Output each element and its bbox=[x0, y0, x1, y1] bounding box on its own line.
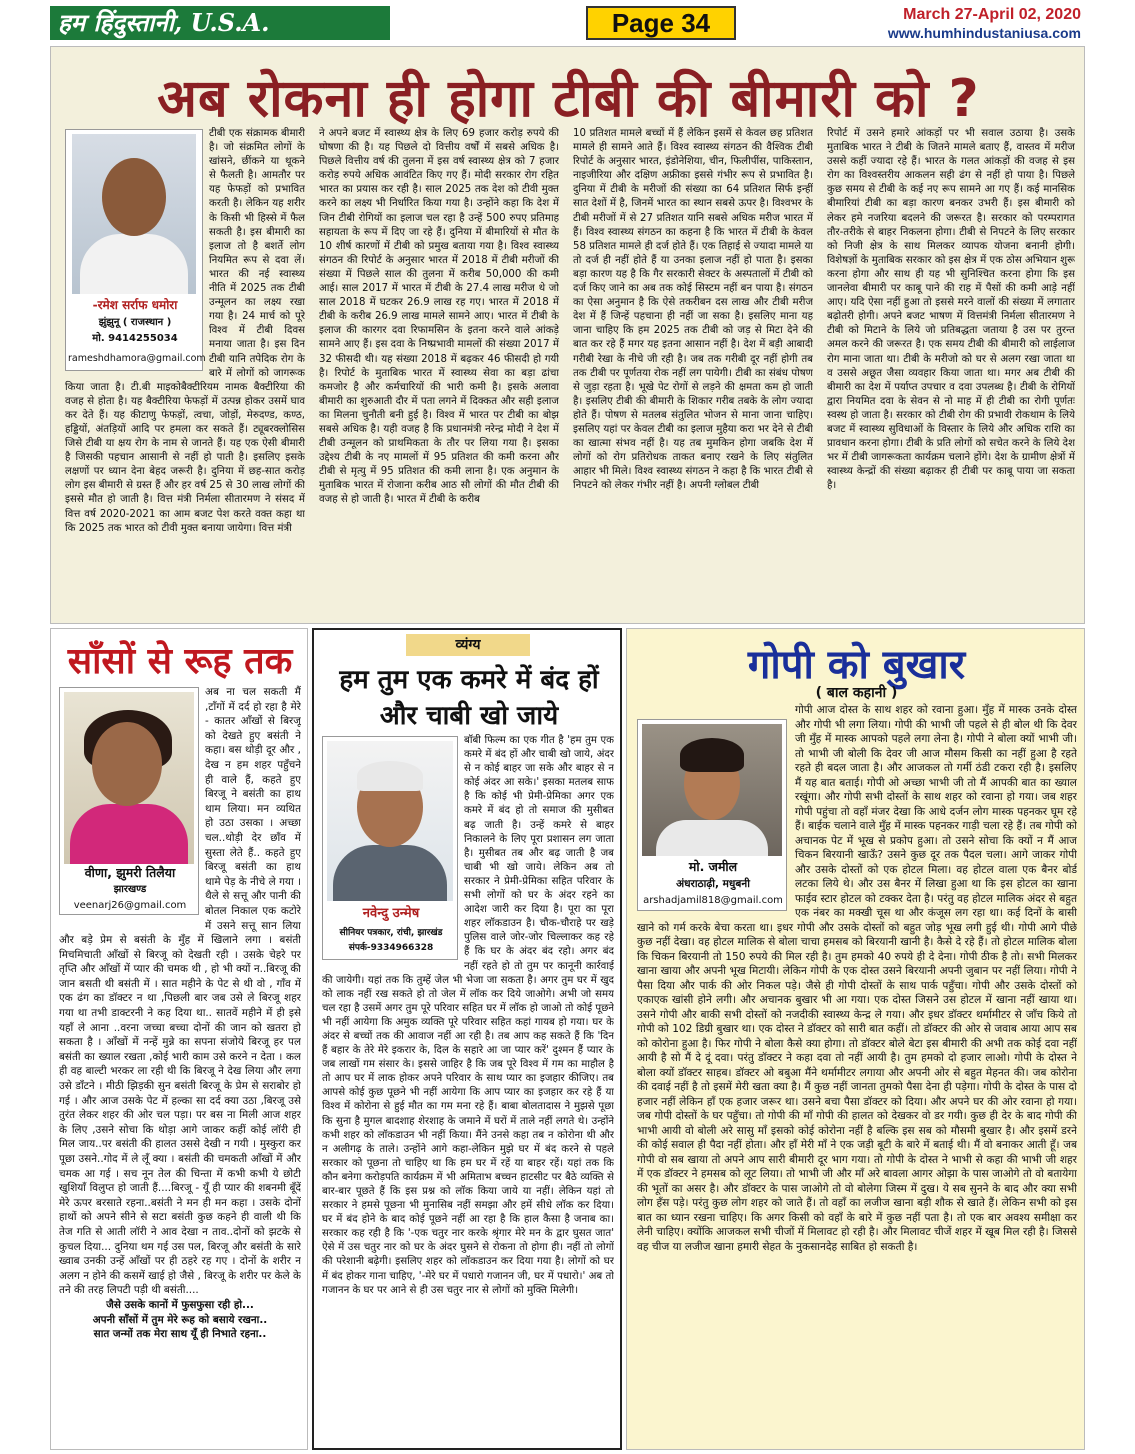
main-headline: अब रोकना ही होगा टीबी की बीमारी को ? bbox=[157, 69, 980, 129]
author-name: नवेन्दु उन्मेष bbox=[362, 906, 420, 921]
photo-cloth-shape bbox=[70, 804, 188, 864]
author-photo bbox=[642, 724, 782, 856]
page-number-label: Page 34 bbox=[586, 6, 736, 40]
photo-shirt-shape bbox=[656, 820, 768, 856]
photo-shirt-shape bbox=[333, 845, 447, 901]
photo-hair-shape bbox=[680, 738, 744, 772]
article-paragraph: ने अपने बजट में स्वास्थ्य क्षेत्र के लिए 69 हजार करोड़ रुपये की घोषणा की है। यह पिछले दो वित्तीय वर्षों में सबसे अधिक है। पिछले वित्तीय वर्ष की तुलना में इस वर्ष स्वास्थ्य क्षेत्र को 7 हजार करोड़ रुपये अधिक आवंटित किए गए हैं। मोदी सरकार रोग रहित भारत का प्रयास कर रही है। साल 2025 तक देश को टीवी मुक्त करने का लक्ष्य भी निर्धारित किया गया है। उन्होंने कहा कि देश में जिन टीबी रोगियों का इलाज चल रहा है उन्हें 500 रुपए प्रतिमाह सहायता के रूप में दिए जा रहे हैं। दुनिया में बीमारियों से मौत के 10 शीर्ष कारणों में टीबी को प्रमुख बताया गया है। विश्व स्वास्थ्य संगठन की रिपोर्ट के अनुसार भारत में 2018 में टीबी मरीजों की संख्या में पिछले साल की तुलना में करीब 50,000 की कमी आई। साल 2017 में भारत में टीबी के 27.4 लाख मरीज थे जो साल 2018 में घटकर 26.9 लाख रह गए। भारत में 2018 में टीबी के करीब 26.9 लाख मामले सामने आए। भारत में टीबी के इलाज की कारगर दवा रिफामसिन के इतना करने वाले आंकड़े सामने आए हैं। इस दवा के निष्प्रभावी मामलों की संख्या 2017 में 32 फीसदी थी। यह संख्या 2018 में बढ़कर 46 फीसदी हो गयी है। रिपोर्ट के मुताबिक भारत में स्वास्थ्य सेवा का बड़ा ढांचा कमजोर है और कर्मचारियों की भारी कमी है। इसके अलावा बीमारी का शुरुआती दौर में पता लगने में दिक्कत और सही इलाज का मिलना चुनौती बनी हुई है। विश्व में भारत पर टीबी का बोझ सबसे अधिक है। यही वजह है कि प्रधानमंत्री नरेन्द्र मोदी ने देश में टीबी उन्मूलन को प्राथमिकता के तौर पर लिया गया है। इसका उद्देश्य टीबी के नए मामलों में 95 प्रतिशत की कमी करना और टीबी से मृत्यु में 95 प्रतिशत की कमी लाना है। एक अनुमान के मुताबिक भारत में रोजाना करीब आठ सौ लोगों की मौत टीबी की वजह से हो जाती है। भारत में टीबी के करीब bbox=[319, 128, 559, 506]
story-subtitle: ( बाल कहानी ) bbox=[815, 685, 898, 701]
author-email[interactable]: rameshdhamora@gmail.com bbox=[68, 353, 206, 364]
author-name: -रमेश सर्राफ धमोरा bbox=[92, 298, 178, 312]
author-card bbox=[65, 129, 206, 371]
author-place: अंधराठाढ़ी, मधुबनी bbox=[676, 878, 750, 890]
author-location: झुंझुनू ( राजस्थान ) bbox=[98, 317, 172, 328]
newspaper-masthead: हम हिंदुस्तानी, U.S.A. bbox=[50, 6, 390, 40]
author-card bbox=[322, 736, 458, 960]
poem-paragraph: अब ना चल सकती मैं ,टाँगों में दर्द हो रहा है मेरे - कातर आँखों से बिरजू को देखते हुए बसंती ने कहा। बस थोड़ी दूर और , देख न हम शहर पहुँचने ही वाले हैं, कहते हुए बिरजू ने बसंती का हाथ थाम लिया। मन व्यथित हो उठा उसका । अच्छा चल..थोड़ी देर छाँव में सुस्ता लेते हैं.. कहते हुए बिरजू बसंती का हाथ थामे पेड़ के नीचे ले गया । थैले से सत्तू और पानी की बोतल निकाल एक कटोरे में उसने सत्तू सान लिया और बड़े प्रेम से बसंती के मुँह में खिलाने लगा । बसंती मिचमिचाती आँखों से बिरजू को देखती रही । उसके चेहरे पर तृप्ति और आँखों में प्यार की चमक थी , हो भी क्यों न..बिरजू की जान बसती थी बसंती में । सात महीने के पेट से थी वो , गाँव में एक ढंग का डॉक्टर न था ,पिछली बार जब उसे ले बिरजू शहर गया था तभी डाक्टरनी ने कह दिया था.. सातवें महीने में ही इसे यहाँ ले आना ..वरना जच्चा बच्चा दोनों की जान को खतरा हो सकता है । आँखों में नन्हें मुन्ने का सपना संजोये बिरजू हर पल बसंती का ख्याल रखता ,कोई भारी काम उसे करने न देता । कल ही वह बाल्टी भरकर ला रही थी कि बिरजू ने देख लिया और लगा उसे डाँटने । मीठी झिड़की सुन बसंती बिरजू के प्रेम से सराबोर हो गई । और आज उसके पेट में हल्का सा दर्द क्या उठा ,बिरजू उसे तुरंत लेकर शहर की ओर चल पड़ा। पर बस ना मिली आज शहर के लिए ,उसने सोचा कि थोड़ा आगे जाकर कहीं कोई लॉरी ही मिल जाय..पर बसंती की हालत उससे देखी न गयी । मुस्कुरा कर पूछा उसने..गोद में ले लूँ क्या । बसंती की चमकती आँखों में और चमक आ गई । सच नून तेल की चिन्ता में कभी कभी ये छोटी खुशियाँ विलुप्त हो जाती हैं....बिरजू - यूँ ही प्यार की शबनमी बूँदें मेरे ऊपर बरसाते रहना..बसंती ने मन ही मन कहा । उसके दोनों हाथों को अपने सीने से सटा बसंती कुछ कहने ही वाली थी कि तेज गति से आती लॉरी ने आव देखा न ताव..दोनों को झटके से कुचल दिया... दुनिया थम गई उस पल, बिरजू और बसंती के सारे ख्वाब उनकी उन्हें आँखों पर ही ठहरे रह गए । दोनों के शरीर न अलग न होने की कसमें खाई हो जैसे , बिरजू के शरीर पर केले के तने की तरह लिपटी पड़ी थी बसंती.... bbox=[59, 686, 301, 1297]
closing-line-1: जैसे उसके कानों में फुसफुसा रही हो... bbox=[106, 1298, 254, 1311]
article-column-2 bbox=[319, 127, 559, 619]
photo-hair-shape bbox=[357, 761, 423, 791]
author-email[interactable]: veenarj26@gmail.com bbox=[73, 900, 187, 911]
article-columns bbox=[65, 127, 1075, 619]
closing-line-2: अपनी साँसों में तुम मेरे रूह को बसाये रखना.. bbox=[92, 1313, 268, 1326]
main-article bbox=[50, 46, 1085, 624]
closing-line-3: सात जन्मों तक मेरा साथ यूँ ही निभाते रहना.. bbox=[93, 1328, 267, 1341]
article-paragraph: रिपोर्ट में उसने हमारे आंकड़ों पर भी सवाल उठाया है। उसके मुताबिक भारत ने टीबी के जितने मामले बताए हैं, वास्तव में मरीज उससे कहीं ज्यादा रहे हैं। भारत के गलत आंकड़ों की वजह से इस रोग का विश्वस्तरीय आकलन सही ढंग से नहीं हो पाया है। पिछले कुछ समय से टीबी के कई नए रूप सामने आ गए हैं। कई मानसिक बीमारियां टीबी का बड़ा कारण बनकर उभरी हैं। इस बीमारी को लेकर हमे नजरिया बदलने की जरूरत है। सरकार को परम्परागत तौर-तरीके से बाहर निकलना होगा। टीबी से निपटने के लिए सरकार को निजी क्षेत्र के साथ मिलकर व्यापक योजना बनानी होगी। विशेषज्ञों के मुताबिक सरकार को इस क्षेत्र में एक ठोस अभियान शुरू करना होगा और साथ ही यह भी सुनिश्चित करना होगा कि इस जानलेवा बीमारी पर काबू पाने की राह में पैसों की कमी आड़े नहीं आए। यदि ऐसा नहीं हुआ तो इससे मरने वालों की संख्या में लगातार बढ़ोतरी होगी। अपने बजट भाषण में वित्तमंत्री निर्मला सीतारमण ने टीबी को मिटाने के लिये जो प्रतिबद्धता जताया है उस पर तुरन्त अमल करने की जरूरत है। एक समय टीबी की बीमारी को लाईलाज रोग माना जाता था। टीबी के मरीजो को घर से अलग रखा जाता था व उससे अछूत जैसा व्यवहार किया जाता था। मगर अब टीबी की बीमारी का देश में पर्याप्त उपचार व दवा उपलब्ध है। टीबी के रोगियों द्वारा नियमित दवा के सेवन से नो माह में ही टीबी का रोगी पूर्णतः स्वस्थ हो जाता है। सरकार को टीबी रोग की प्रभावी रोकथाम के लिये बजट में स्वास्थ्य सुविधाओं के विस्तार के लिये और अधिक राशि का प्रावधान करना होगा। टीबी के प्रति लोगों को सचेत करने के लिये देश भर में टीबी जागरूकता कार्यक्रम चलाने होंगे। देश के ग्रामीण क्षेत्रों में स्वास्थ्य केन्द्रों की संख्या बढ़ाकर ही टीबी पर काबू पाया जा सकता है। bbox=[827, 128, 1075, 492]
author-contact: संपर्क-9334966328 bbox=[348, 943, 434, 953]
poem-article bbox=[50, 628, 308, 1450]
poem-body bbox=[59, 685, 301, 1445]
story-article bbox=[626, 628, 1085, 1450]
photo-shirt-shape bbox=[80, 234, 188, 294]
author-photo bbox=[64, 692, 194, 864]
author-state: झारखण्ड bbox=[113, 884, 147, 895]
satire-title: हम तुम एक कमरे में बंद हों और चाबी खो जाये bbox=[339, 665, 599, 731]
author-name: मो. जमील bbox=[688, 859, 738, 874]
issue-date: March 27-April 02, 2020 bbox=[903, 6, 1081, 23]
article-paragraph: 10 प्रतिशत मामले बच्चों में हैं लेकिन इसमें से केवल छह प्रतिशत मामले ही सामने आते हैं। विश्व स्वास्थ्य संगठन की वैश्विक टीबी रिपोर्ट के अनुसार भारत, इंडोनेशिया, चीन, फिलीपींस, पाकिस्तान, नाइजीरिया और दक्षिण अफ्रीका इससे गंभीर रूप से प्रभावित है। दुनिया में टीबी के मरीजों की संख्या का 64 प्रतिशत सिर्फ इन्हीं सात देशों में है, जिनमें भारत का स्थान सबसे ऊपर है। विश्वभर के टीबी मरीजों में से 27 प्रतिशत यानि सबसे अधिक मरीज भारत में हैं। विश्व स्वास्थ्य संगठन का कहना है कि भारत में टीबी के केवल 58 प्रतिशत मामले ही दर्ज होते हैं। एक तिहाई से ज्यादा मामले या तो दर्ज ही नहीं होते हैं या उनका इलाज नहीं हो पाता है। इसका बड़ा कारण यह है कि गैर सरकारी सेक्टर के अस्पतालों में टीबी को दर्ज किए जाने का अब तक कोई सिस्टम नहीं बन पाया है। संगठन का ऐसा अनुमान है कि ऐसे तकरीबन दस लाख और टीबी मरीज देश में हैं जिन्हें पहचाना ही नहीं जा सका है। इसलिए माना यह जाना चाहिए कि हम 2025 तक टीबी को जड़ से मिटा देने की बात कर रहे हैं मगर यह इतना आसान नहीं है। देश में बड़ी आबादी गरीबी रेखा के नीचे जी रही है। जब तक गरीबी दूर नहीं होगी तब तक टीबी पर पूर्णतया रोक नहीं लग पायेगी। टीबी का संबंध पोषण से जुड़ा रहता है। भूखे पेट रोगों से लड़ने की क्षमता कम हो जाती है। इसलिए टीबी की बीमारी के शिकार गरीब तबके के लोग ज्यादा होते हैं। पोषण से मतलब संतुलित भोजन से माना जाना चाहिए। इसलिए यहां पर केवल टीबी का इलाज मुहैया करा भर देने से टीबी का खात्मा संभव नहीं है। यह तब मुमकिन होगा जबकि देश में लोगों को रोग प्रतिरोधक ताकत बनाए रखने के लिए संतुलित आहार भी मिले। विश्व स्वास्थ्य संगठन ने कहा है कि भारत टीबी से निपटने को लेकर गंभीर नहीं है। अपनी ग्लोबल टीबी bbox=[573, 128, 813, 492]
article-column-3 bbox=[573, 127, 813, 619]
article-column-1 bbox=[65, 127, 305, 619]
author-phone: मो. 9414255034 bbox=[92, 333, 178, 344]
page-header bbox=[50, 4, 1085, 44]
story-body bbox=[637, 703, 1077, 1445]
author-photo bbox=[72, 134, 196, 294]
article-column-4 bbox=[827, 127, 1075, 619]
story-paragraph: गोपी आज दोस्त के साथ शहर को रवाना हुआ। मुँह में मास्क उनके दोस्त और गोपी भी लगा लिया। गोपी की भाभी जी पहले से ही बोल थी कि देवर जी मुँह में मास्क आपको पहले लगा लेना है। गोपी ने बोला क्यों भाभी जी। तो भाभी जी बोली कि देवर जी आज मौसम किसी का नहीं हुआ है रहते रहते ही बदल जाता है। और आजकल तो गर्मी ठंडी टकरा रही है। इसलिए मैं यह बात बताई। गोपी ओ अच्छा भाभी जी तो मैं आपकी बात का ख्याल रखूंगा। और गोपी सभी दोस्तों के साथ शहर को रवाना हो गया। जब शहर गोपी पहुंचा तो वहाँ मंजर देखा कि आधे दर्जन लोग मास्क पहनकर घूम रहे हैं। बाईक चलाने वाले मुँह में मास्क पहनकर गाड़ी चला रहे हैं। तब गोपी को अचानक पेट में भूख से प्रकोप हुआ। तो उसने सोचा कि क्यों न मैं आज चिकन बिरयानी खाऊँ? उसने कुछ दूर तक पैदल चला। आगे जाकर गोपी और उसके दोस्तों को एक होटल मिला। वह होटल वाला एक बैनर बोर्ड लटका लिये थे। और उस बैनर में लिखा हुआ था कि इस होटल का खाना फाईव स्टार होटल को टक्कर देता है। परंतु वह होटल मालिक अंदर से बहुत एक नंबर का मक्खी चूस था और कंजूस लग रहा था। कई दिनों के बासी खाने को गर्म करके बेचा करता था। इधर गोपी और उसके दोस्तों को बहुत जोड़ भूख लगी हुई थी। गोपी आगे पीछे कुछ नहीं देखा। वह होटल मालिक से बोला चाचा हमसब को बिरयानी खानी है। कैसे दे रहे हैं। तो होटल मालिक बोला कि चिकन बिरयानी तो 150 रुपये की मिल रही है। तुम हमको 40 रुपये ही दे देना। गोपी ठीक है तो। सभी मिलकर खाना खाया और अपनी भूख मिटायी। लेकिन गोपी के एक दोस्त उसने बिरयानी अपनी जुबान पर नहीं लिया। गोपी ने पैसा दिया और पार्क की ओर निकल पड़े। जैसे ही गोपी दोस्तों के साथ पार्क पहुँचा। गोपी और उसके दोस्तों को एकाएक खांसी होने लगी। और अचानक बुखार भी आ गया। एक दोस्त जिसने उस होटल में खाना नहीं खाया था। उसने गोपी और बाकी सभी दोस्तों को नजदीकी स्वास्थ्य केन्द्र ले गया। और इधर डॉक्टर थर्मामीटर से जाँच किये तो गोपी को 102 डिग्री बुखार था। एक दोस्त ने डॉक्टर को सारी बात कहीं। तो डॉक्टर की ओर से जवाब आया आप सब को कोरोना हुआ है। फिर गोपी ने बोला कैसे क्या होगा। तो डॉक्टर बोले बेटा इस बीमारी की अभी तक कोई दवा नहीं आयी है सो मैं दे दूं दवा। परंतु डॉक्टर ने कहा दवा तो नहीं आयी है। तुम हमको दो हजार लाओ। गोपी के दोस्त ने बोला क्यों डॉक्टर साहब। डॉक्टर ओ बबुआ मैंने थर्मामीटर लगाया और अपनी ओर से बहुत मेहनत की। जब कोरोना की दवाई नहीं है तो इसमें मेरी खता क्या है। मैं कुछ नहीं जानता तुमको पैसा देना ही पड़ेगा। गोपी के दोस्त के पास दो हजार नहीं लेकिन हाँ एक हजार जरूर था। उसने बचा पैसा डॉक्टर को दिया। और अपने घर की ओर रवाना हो गया। जब गोपी दोस्तों के घर पहुँचा। तो गोपी की माँ गोपी की हालत को देखकर वो डर गयी। कुछ ही देर के बाद गोपी की भाभी आयी वो बोली अरे सासु माँ इसको कोई कोरोना नहीं है बल्कि इस सब को मौसमी बुखार है। और इसमें डरने की कोई सवाल ही पैदा नहीं होता। और हाँ मेरी माँ ने एक जड़ी बूटी के बारे में बताई थी। मैं वो बनाकर आती हूँ। जब गोपी वो सब खाया तो अपने आप सारी बीमारी दूर भाग गया। तो गोपी के दोस्त ने भाभी से कहा की भाभी जी शहर में एक डॉक्टर ने हमसब को लूट लिया। तो भाभी जी और माँ अरे बावला आगर ओझा के पास जाओगे तो वो बतायेगा की भूतों का असर है। और डॉक्टर के पास जाओगे तो वो बोलेगा जिस्म में दुख। ये सब सुनने के बाद और क्या सभी लोग हँस पड़े। परंतु कुछ लोग शहर को जाते हैं। तो वहाँ का लजीज खाना बड़ी शौक से खाते हैं। लेकिन सभी को इस बात का ध्यान रखना चाहिए। कि अगर किसी को वहाँ के बारे में कुछ नहीं पता है। तो एक बार अवश्य समीक्षा कर लेनी चाहिए। क्योंकि आजकल सभी चीजों में मिलावट हो रही है। और मिलावट चीजें शहर में खूब मिल रही है। जिससे वह चीज या लजीज खाना हमारी सेहत के नुकसानदेह साबित हो सकती है। bbox=[637, 704, 1077, 1253]
photo-face-shape bbox=[102, 158, 166, 236]
satire-article bbox=[312, 628, 622, 1450]
satire-paragraph: बॉबी फिल्म का एक गीत है 'हम तुम एक कमरे में बंद हों और चाबी खो जाये, अंदर से न कोई बाहर जा सके और बाहर से न कोई अंदर आ सके।' इसका मतलब साफ है कि कोई भी प्रेमी-प्रेमिका अगर एक कमरे में बंद हो तो समाज की मुसीबत बढ़ जाती है। उन्हें कमरे से बाहर निकालने के लिए पूरा प्रशासन लग जाता है। मुसीबत तब और बढ़ जाती है जब चाबी भी खो जाये। लेकिन अब तो सरकार ने प्रेमी-प्रेमिका सहित परिवार के सभी लोगों को घर के अंदर रहने का आदेश जारी कर दिया है। पूरा का पूरा शहर लॉकडाउन है। चौक-चौराहे पर खड़े पुलिस वाले जोर-जोर चिल्लाकर कह रहे हैं कि घर के अंदर बंद रहो। अगर बंद नहीं रहते हो तो तुम पर कानूनी कार्रवाई की जायेगी। यहां तक कि तुम्हें जेल भी भेजा जा सकता है। अगर तुम घर में खुद को लाक नहीं रख सकते हो तो जेल में लॉक कर दिये जाओगे। अभी जो समय चल रहा है उसमें अगर तुम पूरे परिवार सहित घर में लॉक हो जाओ तो कोई पूछने भी नहीं आयेगा कि अमुक व्यक्ति पूरे परिवार सहित कहां गायब हो गया। घर के अंदर से बच्चों तक की आवाज नहीं आ रही है। तब आप कह सकते हैं कि 'दिन हैं बहार के तेरे मेरे इकरार के, दिल के सहारे आ जा प्यार करें' दुश्मन हैं प्यार के जब लाखों गम संसार के। इससे जाहिर है कि जब पूरे विश्व में गम का माहौल है तो आप घर में लाक होकर अपने परिवार के साथ प्यार का इजहार कीजिए। तब आपसे कोई कुछ पूछने भी नहीं आयेगा कि आप प्यार का इजहार कर रहे हैं या विश्व में कोरोना से हुई मौत का गम मना रहे हैं। बाबा बोलतादास ने मुझसे पूछा कि सुना है मुगल बादशाह शेरशाह के जमाने में घरों में ताले नहीं लगते थे। उन्होंने कभी शहर को लॉकडाउन भी नहीं किया। मैंने उनसे कहा तब न कोरोना थी और न अलीगढ़ के ताले। उन्होंने आगे कहा-लेकिन मुझे घर में बंद करने से पहले सरकार को पूछना तो चाहिए था कि हम घर में रहें या बाहर रहें। यहां तक कि कौन बनेगा करोड़पति कार्यक्रम में भी अमिताभ बच्चन हाटसीट पर बैठे व्यक्ति से बार-बार पूछते हैं कि इस प्रश्न को लॉक किया जाये या नहीं। लेकिन यहां तो सरकार ने हमसे पूछना भी मुनासिब नहीं समझा और हमें सीधे लॉक कर दिया। घर में बंद होने के बाद कोई पूछने नहीं आ रहा है कि हाल कैसा है जनाब का। सरकार कह रही है कि '-एक चतुर नार करके श्रृंगार मेरे मन के द्वार घुसत जात' ऐसे में उस चतुर नार को घर के अंदर घुसने से रोकना तो होगा ही। नहीं तो लोगों की परेशानी बढ़ेगी। इसलिए शहर को लॉकडाउन कर दिया गया है। लोगों को घर में बंद होकर गाना चाहिए, '-मेरे घर में पधारो गजानन जी, घर में पधारो।' अब तो गजानन के घर पर आने से ही उस चतुर नार से लोगों को मुक्ति मिलेगी। bbox=[322, 735, 614, 1296]
section-tag: व्यंग्य bbox=[406, 634, 530, 656]
author-role: सीनियर पत्रकार, रांची, झारखंड bbox=[339, 928, 443, 938]
poem-title: साँसों से रूह तक bbox=[67, 641, 293, 682]
author-photo bbox=[327, 741, 453, 901]
satire-body bbox=[322, 734, 614, 1446]
author-card bbox=[637, 719, 787, 911]
author-email[interactable]: arshadjamil818@gmail.com bbox=[643, 895, 783, 906]
author-card bbox=[59, 687, 199, 915]
author-name: वीणा, झुमरी तिलैया bbox=[84, 865, 176, 880]
article-paragraph: टीबी एक संक्रामक बीमारी है। जो संक्रमित लोगों के खांसने, छींकने या थूकने से फैलती है। आमतौर पर यह फेफड़ों को प्रभावित करती है। लेकिन यह शरीर के किसी भी हिस्से में फैल सकती है। इस बीमारी का इलाज तो है बशर्ते लोग नियमित रूप से दवा लें। भारत की नई स्वास्थ्य नीति में 2025 तक टीबी उन्मूलन का लक्ष्य रखा गया है। 24 मार्च को पूरे विश्व में टीबी दिवस मनाया जाता है। इस दिन टीबी यानि तपेदिक रोग के बारे में लोगों को जागरूक किया जाता है। टी.बी माइकोबैक्टीरियम नामक बैक्टीरिया की वजह से होता है। यह बैक्टीरिया फेफड़ों में उत्पन्न होकर उसमें घाव कर देते हैं। यह कीटाणु फेफड़ों, त्वचा, जोड़ों, मेरुदण्ड, कण्ठ, हड्डियों, अंतड़ियों आदि पर हमला कर सकते हैं। ट्यूबरक्लोसिस जिसे टीबी या क्षय रोग के नाम से जानते हैं। यह एक ऐसी बीमारी है जिसकी पहचान आसानी से नहीं हो पाती है। इसलिए इसके लक्षणों पर ध्यान देना बेहद जरूरी है। दुनिया में छह-सात करोड़ लोग इस बीमारी से ग्रस्त हैं और हर वर्ष 25 से 30 लाख लोगों की इससे मौत हो जाती है। वित्त मंत्री निर्मला सीतारमण ने संसद में वित्त वर्ष 2020-2021 का आम बजट पेश करते वक्त कहा था कि 2025 तक भारत को टीवी मुक्त बनाया जायेगा। वित्त मंत्री bbox=[65, 128, 305, 534]
photo-face-shape bbox=[92, 722, 162, 806]
story-title: गोपी को बुखार bbox=[747, 642, 966, 688]
website-link[interactable]: www.humhindustaniusa.com bbox=[887, 25, 1081, 41]
